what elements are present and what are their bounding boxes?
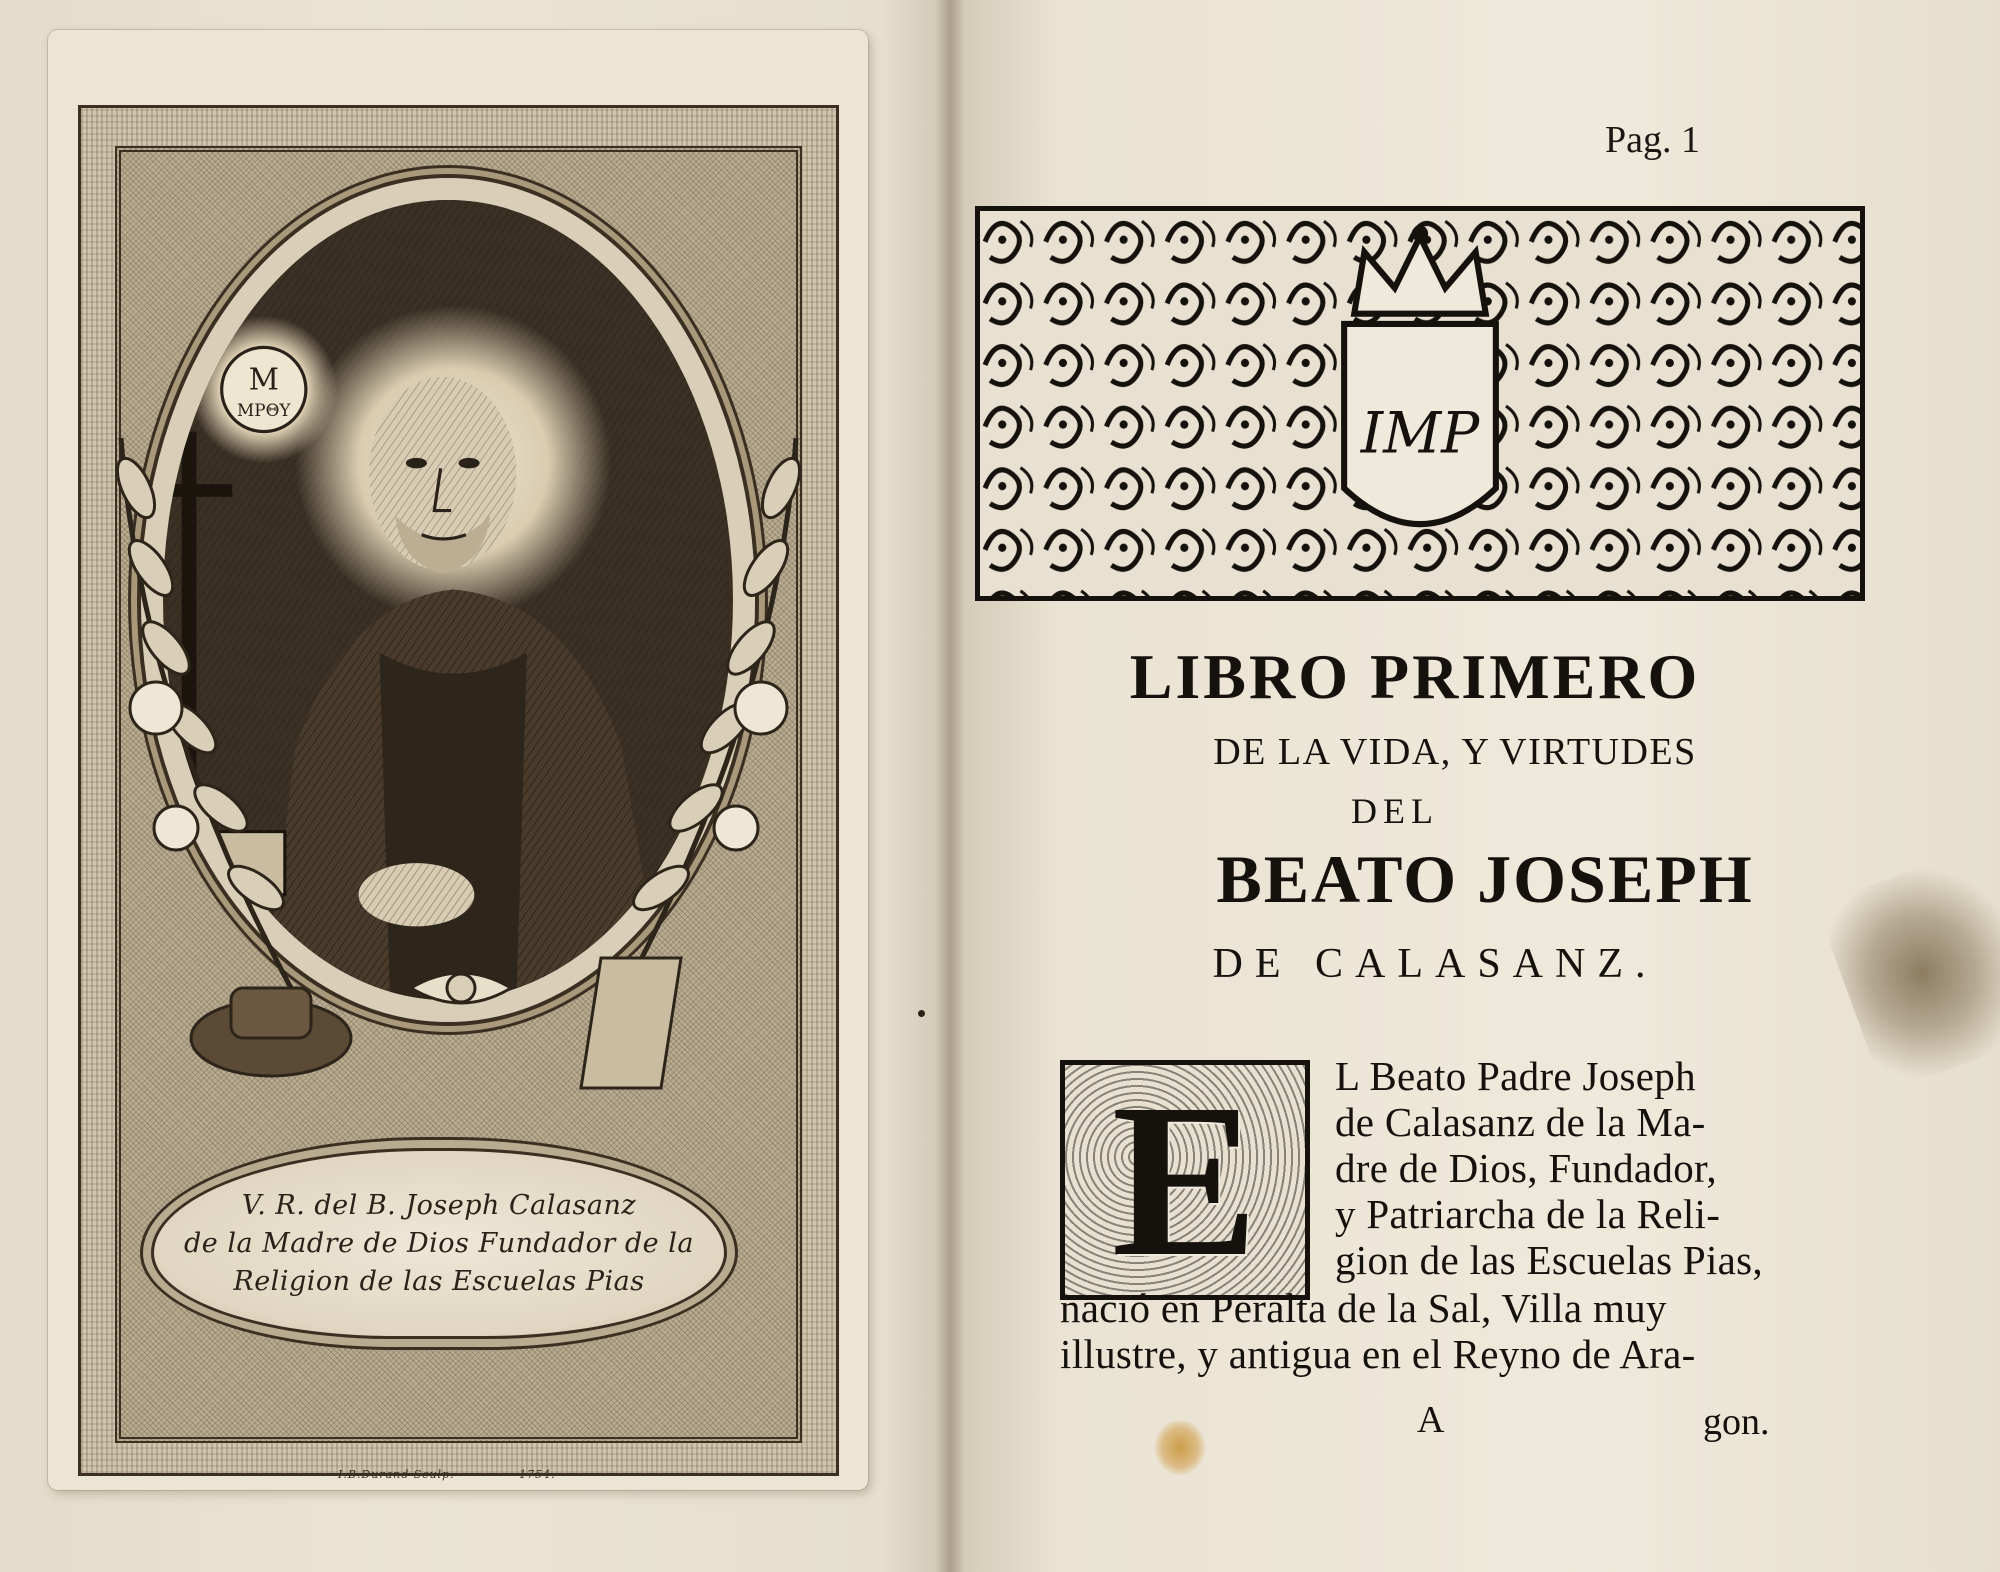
engraver-name: I.B.Durand Sculp. <box>338 1468 455 1481</box>
book-gutter <box>935 0 965 1572</box>
ink-dot <box>918 1010 925 1017</box>
body-line-7: illustre, y antigua en el Reyno de Ara- <box>1060 1331 1696 1377</box>
caption-line-2: de la Madre de Dios Fundador de la <box>184 1227 694 1259</box>
drop-cap-letter: E <box>1111 1058 1259 1302</box>
book-title-line-1: LIBRO PRIMERO <box>1129 641 1701 712</box>
body-line-6: nació en Peralta de la Sal, Villa muy <box>1060 1285 1667 1331</box>
book-title-line-2: DE LA VIDA, Y VIRTUDES <box>1213 731 1697 773</box>
body-line-2: de Calasanz de la Ma- <box>1335 1099 1706 1145</box>
caption-line-3: Religion de las Escuelas Pias <box>233 1265 645 1297</box>
headpiece-monogram: IMP <box>1360 399 1480 467</box>
engraver-credit <box>338 1468 556 1481</box>
medallion-greek-text: MPΘY <box>237 399 291 420</box>
engraving-year: 1754. <box>519 1468 556 1481</box>
ornamental-drop-cap <box>1060 1060 1310 1300</box>
running-header: Pag. 1 <box>1605 119 1700 161</box>
book-title-line-3: DEL <box>1351 791 1439 831</box>
portrait-oval <box>141 178 755 1022</box>
frontispiece-page <box>48 30 868 1490</box>
body-line-4: y Patriarcha de la Reli- <box>1335 1191 1721 1237</box>
text-page <box>975 0 2000 1572</box>
catchword: gon. <box>1703 1401 1770 1443</box>
caption-line-1: V. R. del B. Joseph Calasanz <box>241 1189 637 1221</box>
body-line-5: gion de las Escuelas Pias, <box>1335 1237 1763 1283</box>
foxing-spot <box>1155 1420 1205 1475</box>
engraved-plate <box>78 105 839 1476</box>
book-title-line-5: DE CALASANZ. <box>1212 941 1658 987</box>
caption-cartouche <box>151 1148 727 1339</box>
woodcut-headpiece <box>975 206 1865 601</box>
portrait-engraving <box>163 200 733 1000</box>
medallion-monogram: M <box>248 362 279 397</box>
body-line-3: dre de Dios, Fundador, <box>1335 1145 1717 1191</box>
book-title-line-4: BEATO JOSEPH <box>1216 841 1754 917</box>
headpiece-ornament <box>980 211 1860 596</box>
body-line-1: L Beato Padre Joseph <box>1335 1053 1696 1099</box>
signature-mark: A <box>1417 1399 1445 1441</box>
